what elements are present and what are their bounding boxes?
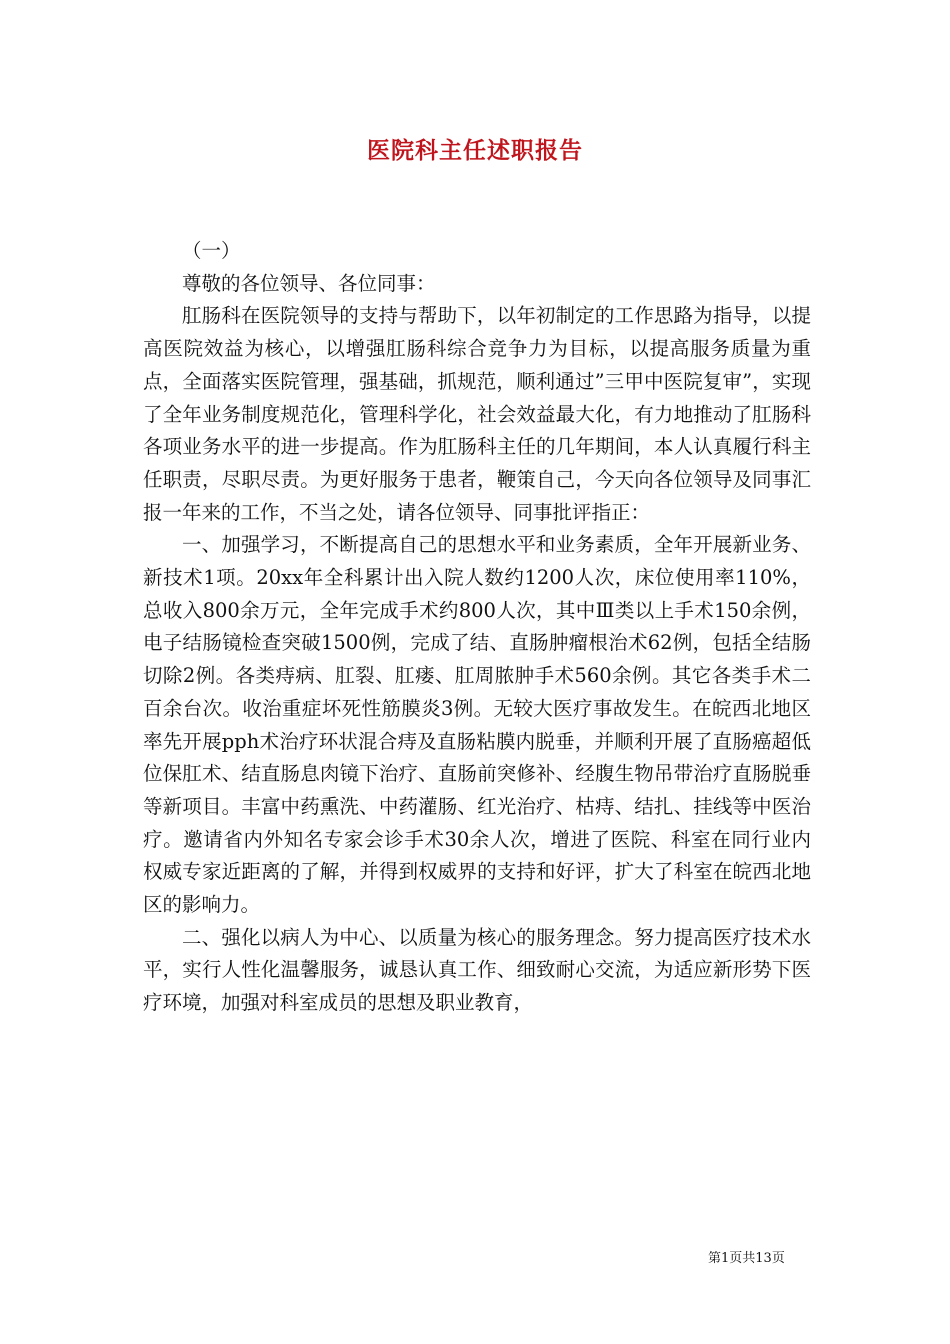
intro-paragraph: 肛肠科在医院领导的支持与帮助下，以年初制定的工作思路为指导，以提高医院效益为核心，以增强肛肠科综合竞争力为目标，以提高服务质量为重点，全面落实医院管理，强基础，抓规范，顺利通过”三甲中医院复审”，实现了全年业务制度规范化，管理科学化，社会效益最大化，有力地推动了肛肠科各项业务水平的进一步提高。作为肛肠科主任的几年期间，本人认真履行科主任职责，尽职尽责。为更好服务于患者，鞭策自己，今天向各位领导及同事汇报一年来的工作，不当之处，请各位领导、同事批评指正： [143,304,811,524]
page-number: 第1页共13页 [708,1251,785,1266]
salutation: 尊敬的各位领导、各位同事： [182,271,436,295]
document-body [143,235,811,1020]
document-title: 医院科主任述职报告 [367,137,583,164]
paragraph-section-two: 二、强化以病人为中心、以质量为核心的服务理念。努力提高医疗技术水平，实行人性化温馨服务，诚恳认真工作、细致耐心交流，为适应新形势下医疗环境，加强对科室成员的思想及职业教育， [143,925,811,1015]
section-marker: （一） [182,239,241,262]
paragraph-section-one: 一、加强学习，不断提高自己的思想水平和业务素质，全年开展新业务、新技术1项。20xx年全科累计出入院人数约1200人次，床位使用率110%，总收入800余万元，全年完成手术约800人次，其中Ⅲ类以上手术150余例，电子结肠镜检查突破1500例，完成了结、直肠肿瘤根治术62例，包括全结肠切除2例。各类痔病、肛裂、肛瘘、肛周脓肿手术560余例。其它各类手术二百余台次。收治重症坏死性筋膜炎3例。无较大医疗事故发生。在皖西北地区率先开展pph术治疗环状混合痔及直肠粘膜内脱垂，并顺利开展了直肠癌超低位保肛术、结直肠息肉镜下治疗、直肠前突修补、经腹生物吊带治疗直肠脱垂等新项目。丰富中药熏洗、中药灌肠、红光治疗、枯痔、结扎、挂线等中医治疗。邀请省内外知名专家会诊手术30余人次，增进了医院、科室在同行业内权威专家近距离的了解，并得到权威界的支持和好评，扩大了科室在皖西北地区的影响力。 [143,533,811,917]
